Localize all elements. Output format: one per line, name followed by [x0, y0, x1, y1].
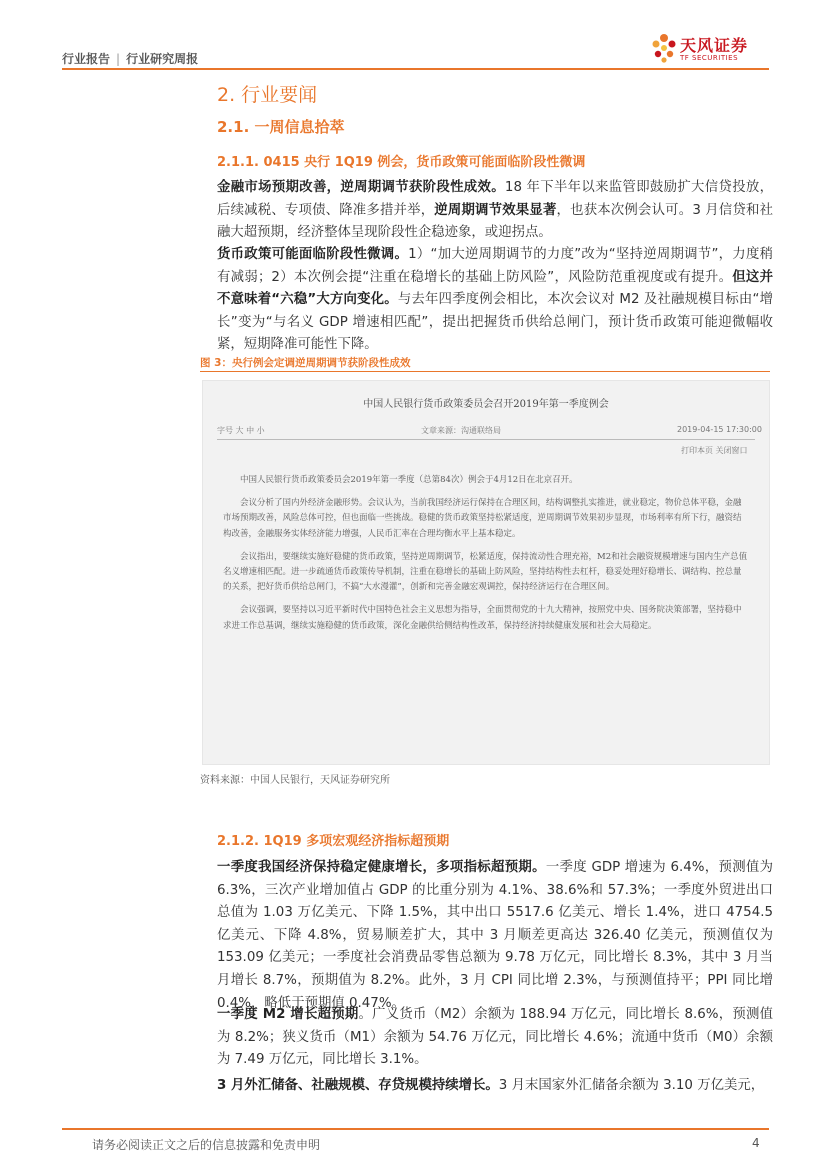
figure-screenshot — [202, 380, 770, 765]
page-number: 4 — [752, 1136, 760, 1150]
report-header — [62, 50, 198, 67]
figure-article-title: 中国人民银行货币政策委员会召开2019年第一季度例会 — [363, 399, 609, 410]
figure-paragraph: 会议指出，要继续实施好稳健的货币政策，坚持逆周期调节，松紧适度，保持流动性合理充裕，M2和社会融资规模增速与国内生产总值名义增速相匹配。进一步疏通货币政策传导机制，注重在稳增长的基础上防风险，坚持结构性去杠杆，稳妥处理好稳增长、调结构、控总量的关系，把好货币供给总闸门，不搞“大水漫灌”，创新和完善金融宏观调控，保持经济运行在合理区间。 — [223, 551, 748, 593]
paragraph-m2 — [217, 1004, 773, 1072]
figure-tools: 打印本页 关闭窗口 — [681, 446, 748, 455]
logo-flower-icon — [650, 32, 678, 66]
figure-source: 资料来源：中国人民银行，天风证券研究所 — [200, 775, 390, 786]
paragraph-text: 与去年四季度例会相比，本次会议对 M2 及社融规模目标由“增长”变为“与名义 GDP 增速相匹配”，提出把握货币供给总闸门，预计货币政策可能迎微幅收紧，短期降准可能性下降。 — [217, 292, 773, 353]
figure-font-size-control: 字号 大 中 小 — [217, 426, 265, 435]
paragraph-emphasis: 但这并不意味着“六稳”大方向变化。 — [217, 269, 773, 308]
paragraph-emphasis: 逆周期调节效果显著 — [434, 202, 557, 218]
paragraph-lead: 货币政策可能面临阶段性微调。 — [217, 247, 409, 262]
logo-name-en: TF SECURITIES — [680, 54, 739, 62]
subsection-heading: 2.1. 一周信息拾萃 — [217, 118, 345, 136]
figure-rule — [200, 371, 770, 372]
topic-heading-2: 2.1.2. 1Q19 多项宏观经济指标超预期 — [217, 834, 450, 849]
figure-paragraph: 会议分析了国内外经济金融形势。会议认为，当前我国经济运行保持在合理区间，结构调整扎实推进，就业稳定，物价总体平稳，金融市场预期改善，风险总体可控，但也面临一些挑战。稳健的货币政策坚持松紧适度，逆周期调节效果初步显现，市场利率有所下行，融资结构改善，金融服务实体经济能力增强，人民币汇率在合理均衡水平上基本稳定。 — [223, 498, 742, 539]
figure-article-date: 2019-04-15 17:30:00 — [677, 425, 762, 434]
topic-heading-1: 2.1.1. 0415 央行 1Q19 例会，货币政策可能面临阶段性微调 — [217, 155, 586, 170]
figure-caption: 图 3：央行例会定调逆周期调节获阶段性成效 — [200, 357, 411, 369]
figure-article-body — [223, 473, 749, 642]
figure-divider — [217, 439, 755, 440]
footer-disclaimer: 请务必阅读正文之后的信息披露和免责申明 — [92, 1138, 321, 1152]
paragraph-policy-adjust — [217, 244, 773, 357]
footer-rule — [62, 1128, 769, 1130]
figure-paragraph: 中国人民银行货币政策委员会2019年第一季度（总第84次）例会于4月12日在北京召开。 — [240, 475, 578, 485]
header-rule — [62, 68, 769, 70]
figure-paragraph: 会议强调，要坚持以习近平新时代中国特色社会主义思想为指导，全面贯彻党的十九大精神，按照党中央、国务院决策部署，坚持稳中求进工作总基调，继续实施稳健的货币政策，深化金融供给侧结构性改革，保持经济持续健康发展和社会大局稳定。 — [223, 605, 742, 631]
header-separator: | — [116, 52, 121, 66]
paragraph-text: 3 月末国家外汇储备余额为 3.10 万亿美元， — [498, 1078, 765, 1093]
company-logo — [650, 32, 775, 68]
paragraph-lead: 一季度 M2 增长超预期 — [217, 1007, 359, 1022]
paragraph-text: 1）“加大逆周期调节的力度”改为“坚持逆周期调节”，力度稍有减弱；2）本次例会提“注重在稳增长的基础上防风险”，风险防范重视度或有提升。 — [217, 247, 773, 285]
paragraph-text: 。广义货币（M2）余额为 188.94 万亿元，同比增长 8.6%，预测值为 8.2%；狭义货币（M1）余额为 54.76 万亿元，同比增长 4.6%；流通中货币（M0）余额为 7.49 万亿元，同比增长 3.1%。 — [217, 1007, 773, 1068]
figure-article-source: 文章来源：沟通联络局 — [421, 426, 501, 435]
paragraph-text: 一季度 GDP 增速为 6.4%，预测值为 6.3%，三次产业增加值占 GDP 的比重分别为 4.1%、38.6%和 57.3%；一季度外贸进出口总值为 1.03 万亿美元、下降 1.5%，其中出口 5517.6 亿美元、增长 1.4%，进口 4754.5亿美元、下降 4.8%，贸易顺差扩大，其中 3 月顺差更高达 326.40 亿美元，预测值仅为 153.09 亿美元；一季度社会消费品零售总额为 9.78 万亿元，同比增长 8.3%，其中 3 月当月增长 8.7%，预期值为 8.2%。此外，3 月 CPI 同比增 2.3%，与预测值持平；PPI 同比增 0.4%，略低于预期值 0.47%。 — [217, 860, 773, 1011]
paragraph-lead: 金融市场预期改善，逆周期调节获阶段性成效。 — [217, 180, 505, 195]
paragraph-text: ，也获本次例会认可。3 月信贷和社融大超预期，经济整体呈现阶段性企稳迹象，或迎拐点。 — [217, 202, 774, 241]
section-heading: 2. 行业要闻 — [217, 84, 318, 106]
paragraph-policy-effect — [217, 177, 773, 245]
logo-name-cn: 天风证券 — [680, 36, 749, 55]
paragraph-macro — [217, 857, 773, 1015]
paragraph-lead: 3 月外汇储备、社融规模、存贷规模持续增长。 — [217, 1078, 499, 1093]
report-subcategory: 行业研究周报 — [126, 52, 199, 66]
paragraph-fx — [217, 1075, 773, 1098]
paragraph-text: 18 年下半年以来监管即鼓励扩大信贷投放，后续减税、专项债、降准多措并举， — [217, 180, 774, 218]
report-category: 行业报告 — [62, 52, 111, 66]
paragraph-lead: 一季度我国经济保持稳定健康增长，多项指标超预期。 — [217, 860, 546, 875]
